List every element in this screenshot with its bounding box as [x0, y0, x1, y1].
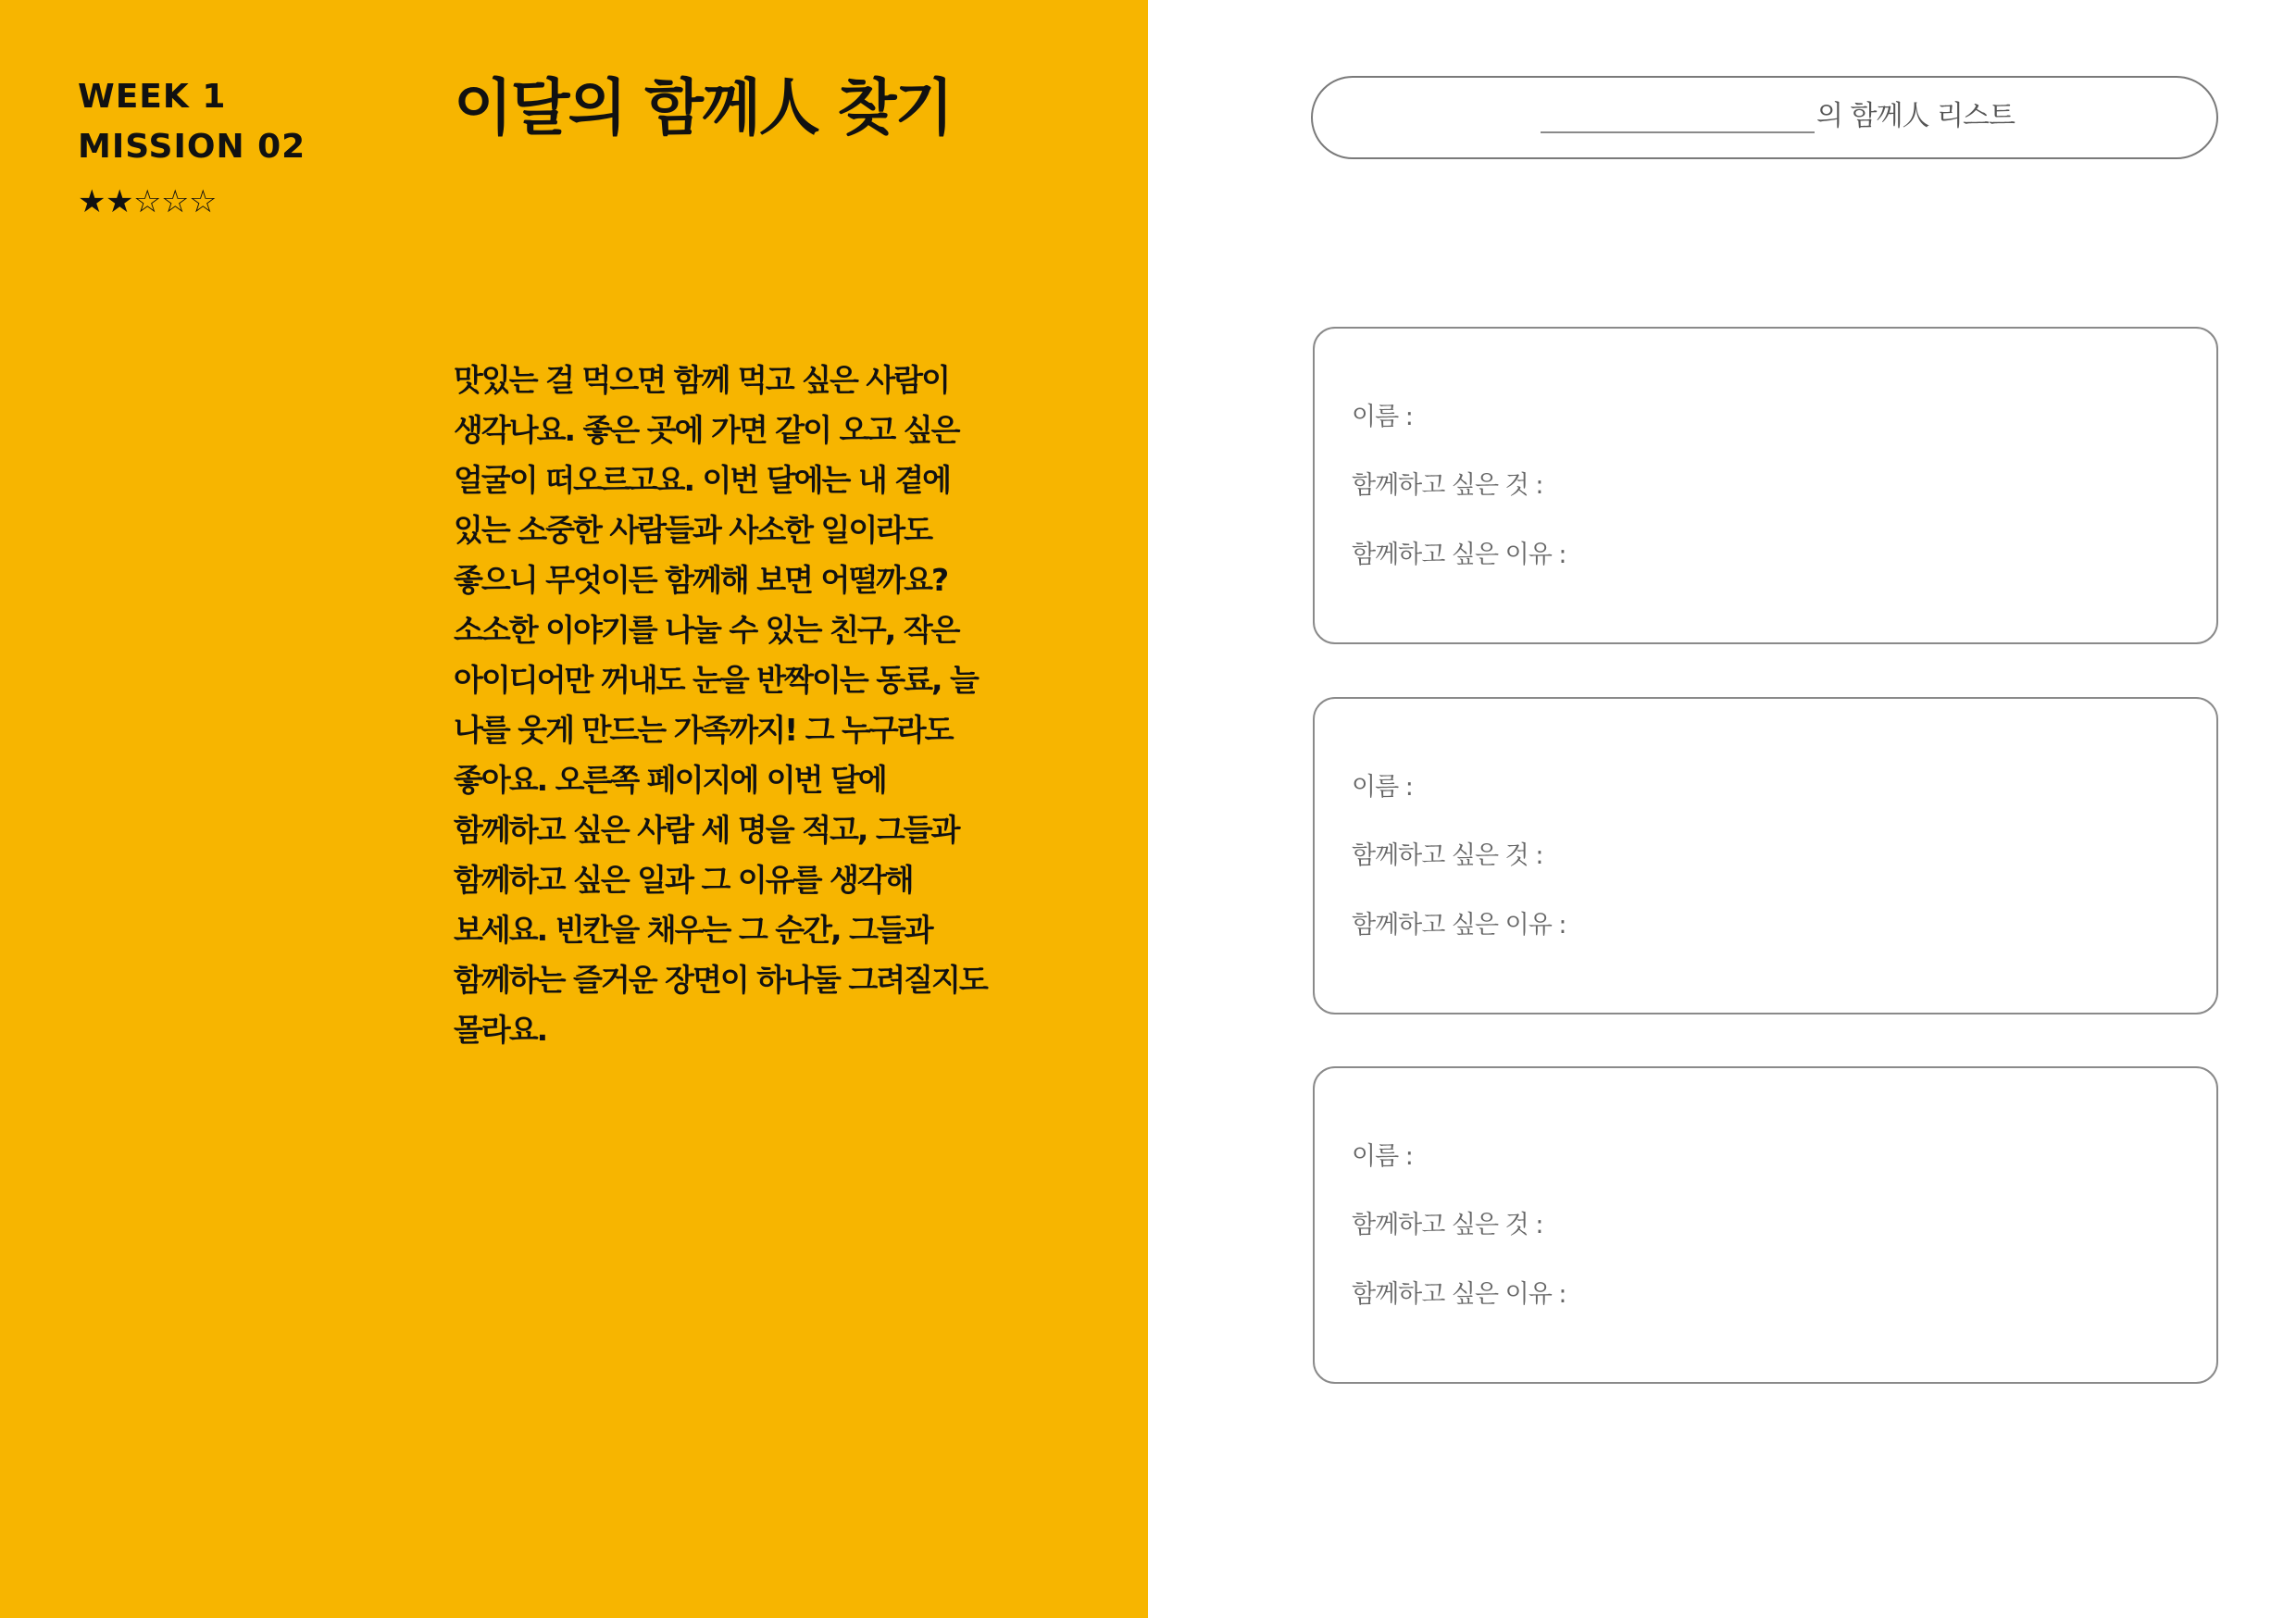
description-line: 얼굴이 떠오르고요. 이번 달에는 내 곁에	[454, 462, 951, 498]
description-line: 함께하는 즐거운 장면이 하나둘 그려질지도	[454, 962, 987, 998]
name-field-label: 이름 :	[1352, 1142, 1413, 1171]
star-icon-filled: ★	[78, 183, 106, 220]
description-line: 맛있는 걸 먹으면 함께 먹고 싶은 사람이	[454, 362, 949, 398]
activity-field-label: 함께하고 싶은 것 :	[1352, 471, 1543, 500]
description-line: 생각나요. 좋은 곳에 가면 같이 오고 싶은	[454, 412, 959, 448]
description-line: 소소한 이야기를 나눌 수 있는 친구, 작은	[454, 612, 959, 648]
reason-field-label: 함께하고 싶은 이유 :	[1352, 1280, 1566, 1309]
reason-field-label: 함께하고 싶은 이유 :	[1352, 911, 1566, 940]
page-title: 이달의 함께人 찾기	[454, 72, 953, 143]
star-icon-empty: ☆	[161, 183, 190, 220]
reason-field-label: 함께하고 싶은 이유 :	[1352, 541, 1566, 569]
description-line: 아이디어만 꺼내도 눈을 반짝이는 동료, 늘	[454, 662, 978, 698]
description-line: 좋으니 무엇이든 함께해 보면 어떨까요?	[454, 562, 948, 598]
list-title-label: 의 함께人 리스트	[1816, 100, 2015, 132]
description-line: 좋아요. 오른쪽 페이지에 이번 달에	[454, 762, 886, 798]
description-line: 몰라요.	[454, 1012, 547, 1048]
name-field-label: 이름 :	[1352, 403, 1413, 431]
star-icon-empty: ☆	[189, 183, 218, 220]
name-field-label: 이름 :	[1352, 773, 1413, 802]
star-icon-filled: ★	[106, 183, 134, 220]
description-line: 함께하고 싶은 일과 그 이유를 생각해	[454, 862, 913, 898]
description-line: 있는 소중한 사람들과 사소한 일이라도	[454, 512, 932, 548]
mission-description	[454, 355, 1120, 1055]
companion-card-3[interactable]	[1313, 1066, 2218, 1384]
mission-label: MISSION 02	[78, 128, 306, 166]
difficulty-rating	[78, 183, 411, 220]
week-label: WEEK 1	[78, 78, 227, 116]
companion-card-2[interactable]	[1313, 697, 2218, 1014]
activity-field-label: 함께하고 싶은 것 :	[1352, 1211, 1543, 1239]
owner-name-blank[interactable]	[1541, 131, 1815, 133]
list-title-field[interactable]	[1311, 76, 2218, 159]
description-line: 나를 웃게 만드는 가족까지! 그 누구라도	[454, 712, 953, 748]
companion-card-1[interactable]	[1313, 327, 2218, 644]
star-icon-empty: ☆	[133, 183, 162, 220]
description-line: 함께하고 싶은 사람 세 명을 적고, 그들과	[454, 812, 959, 848]
description-line: 보세요. 빈칸을 채우는 그 순간, 그들과	[454, 912, 932, 948]
mission-header	[78, 72, 411, 220]
activity-field-label: 함께하고 싶은 것 :	[1352, 841, 1543, 870]
